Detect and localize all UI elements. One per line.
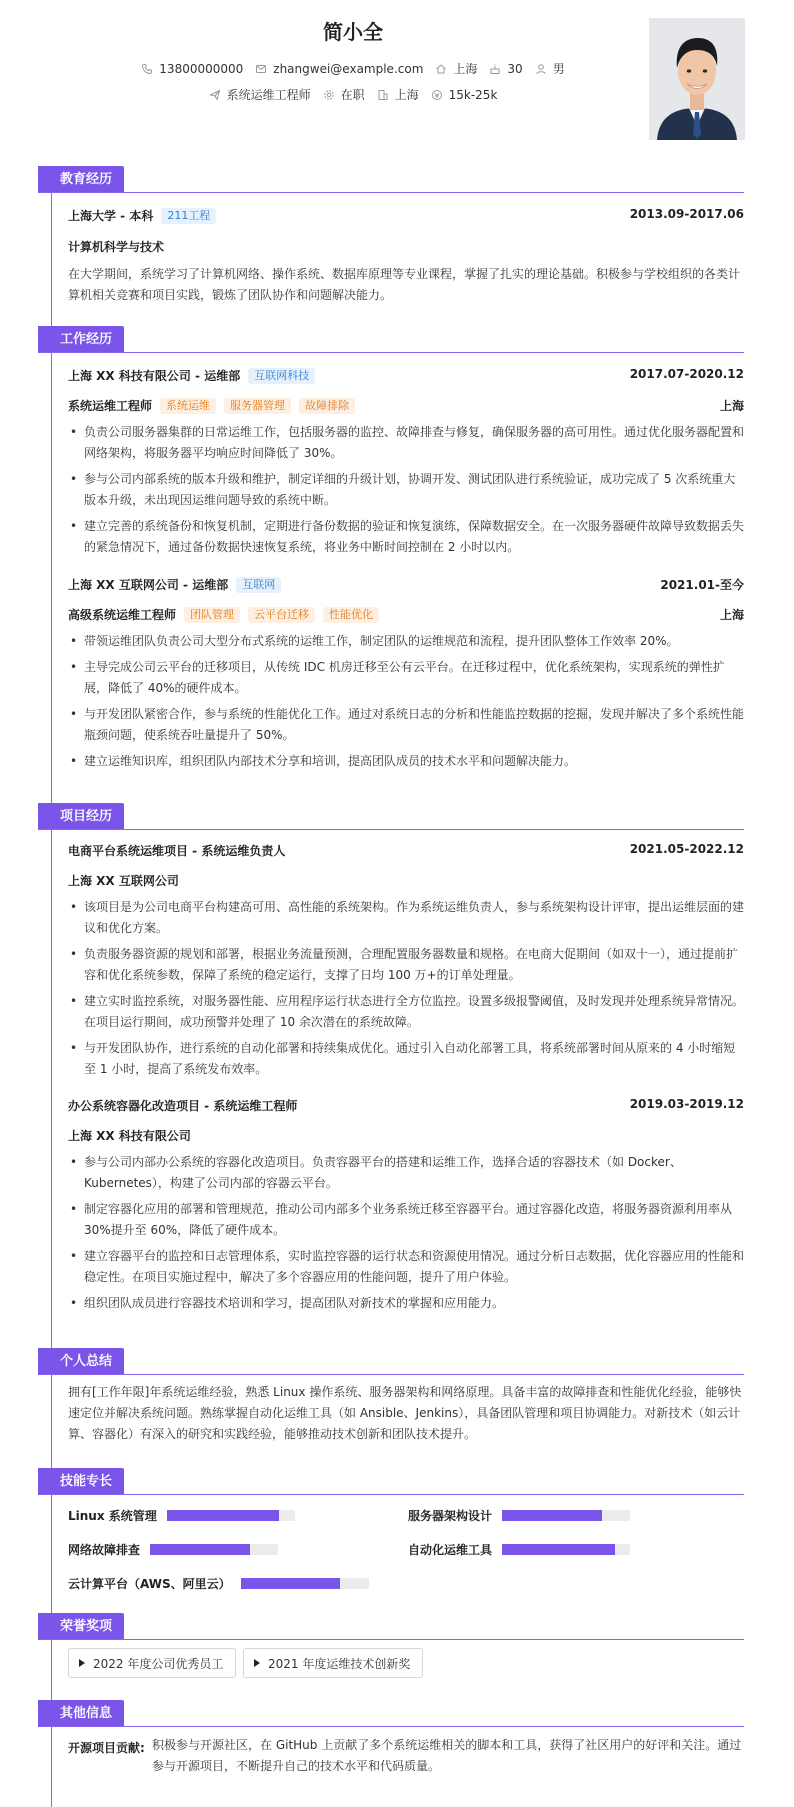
location-item [435, 60, 477, 77]
list-item: • 与开发团队紧密合作，参与系统的性能优化工作。通过对系统日志的分析和性能监控数据的挖掘，发现并解决了多个系统性能瓶颈问题，使系统吞吐量提升了 50%。 [68, 704, 744, 746]
awards-section [38, 1613, 744, 1671]
list-item: • 参与公司内部办公系统的容器化改造项目。负责容器平台的搭建和运维工作，选择合适的容器技术（如 Docker、Kubernetes），构建了公司内部的容器云平台。 [68, 1152, 744, 1194]
work-1-company: 上海 XX 科技有限公司 - 运维部 [68, 369, 241, 383]
project-1-name: 电商平台系统运维项目 - 系统运维负责人 [68, 844, 286, 858]
work-section [38, 326, 745, 768]
major-name: 计算机科学与技术 [68, 240, 165, 254]
skill-name: Linux 系统管理 [68, 1509, 157, 1523]
coin-icon [431, 89, 443, 101]
work-1-date: 2017.07-2020.12 [629, 367, 744, 381]
award-text: 2021 年度运维技术创新奖 [268, 1656, 411, 1671]
work-1-skill-tag: 系统运维 [160, 398, 216, 414]
education-description: 在大学期间，系统学习了计算机网络、操作系统、数据库原理等专业课程，掌握了扎实的理论基础。积极参与学校组织的各类计算机相关竞赛和项目实践，锻炼了团队协作和问题解决能力。 [68, 267, 741, 302]
home-icon [435, 63, 447, 75]
work-1-city: 上海 [719, 399, 744, 413]
section-divider [38, 1639, 744, 1640]
salary-text: 15k-25k [448, 87, 498, 102]
position-text: 系统运维工程师 [226, 88, 311, 102]
skill-bar-fill [502, 1510, 602, 1521]
gender-text: 男 [552, 62, 565, 76]
list-item: • 与开发团队协作，进行系统的自动化部署和持续集成优化。通过引入自动化部署工具，将系统部署时间从原来的 4 小时缩短至 1 小时，提高了系统发布效率。 [68, 1038, 744, 1080]
skill-bar [241, 1578, 369, 1589]
status-item [323, 86, 365, 103]
avatar-photo [649, 18, 745, 140]
section-divider [38, 1374, 744, 1375]
location-text: 上海 [453, 62, 478, 76]
project-2-name: 办公系统容器化改造项目 - 系统运维工程师 [68, 1099, 298, 1113]
project-1-bullets [68, 897, 744, 1085]
skill-name: 云计算平台（AWS、阿里云） [68, 1577, 231, 1591]
projects-title: 项目经历 [38, 803, 124, 830]
list-item: • 建立完善的系统备份和恢复机制，定期进行备份数据的验证和恢复演练，保障数据安全。在一次服务器硬件故障导致数据丢失的紧急情况下，通过备份数据快速恢复系统，将业务中断时间控制在 2 小时以内。 [68, 516, 744, 558]
work-2-company: 上海 XX 互联网公司 - 运维部 [68, 578, 229, 592]
list-item: • 负责服务器资源的规划和部署，根据业务流量预测，合理配置服务器数量和规格。在电商大促期间（如双十一），通过提前扩容和优化系统参数，保障了系统的稳定运行，支撑了日均 100 万+的订单处理量。 [68, 944, 744, 986]
status-text: 在职 [340, 88, 365, 102]
list-item: • 该项目是为公司电商平台构建高可用、高性能的系统架构。作为系统运维负责人，参与系统架构设计评审，提出运维层面的建议和优化方案。 [68, 897, 744, 939]
work-2-skill-tag: 云平台迁移 [248, 607, 315, 623]
skill-name: 网络故障排查 [68, 1543, 141, 1557]
city-item [377, 86, 419, 103]
work-1-skill-tag: 服务器管理 [224, 398, 291, 414]
work-1-bullets [68, 422, 744, 563]
work-1-title: 系统运维工程师 [68, 399, 153, 413]
candidate-name: 简小全 [323, 20, 383, 44]
position-item [209, 86, 311, 103]
work-2-skill-tag: 团队管理 [184, 607, 240, 623]
summary-section [38, 1348, 744, 1441]
summary-title: 个人总结 [38, 1348, 124, 1375]
play-icon [79, 1659, 85, 1667]
skills-section [38, 1468, 744, 1591]
age-item [489, 62, 522, 76]
skill-bar-fill [150, 1544, 250, 1555]
list-item: • 建立实时监控系统，对服务器性能、应用程序运行状态进行全方位监控。设置多级报警阈值，及时发现并处理系统异常情况。在项目运行期间，成功预警并处理了 10 余次潜在的系统故障。 [68, 991, 744, 1033]
phone-text: 13800000000 [159, 61, 244, 76]
email-icon [255, 63, 267, 75]
job-intent-row [0, 86, 706, 103]
list-item: • 组织团队成员进行容器技术培训和学习，提高团队对新技术的掌握和应用能力。 [68, 1293, 744, 1314]
skill-bar [502, 1510, 630, 1521]
cake-icon [489, 63, 501, 75]
skill-item [408, 1507, 630, 1524]
skill-bar-fill [502, 1544, 615, 1555]
email-text: zhangwei@example.com [273, 61, 424, 76]
other-section [38, 1700, 744, 1773]
timeline-line [51, 166, 52, 1807]
list-item: • 制定容器化应用的部署和管理规范，推动公司内部多个业务系统迁移至容器平台。通过容器化改造，将服务器资源利用率从 30%提升至 60%，降低了硬件成本。 [68, 1199, 744, 1241]
work-2-title: 高级系统运维工程师 [68, 608, 177, 622]
work-2-skill-tag: 性能优化 [323, 607, 379, 623]
school-name: 上海大学 - 本科 [68, 209, 154, 223]
project-1-date: 2021.05-2022.12 [629, 842, 744, 856]
section-divider [38, 1726, 744, 1727]
user-icon [535, 63, 547, 75]
contact-row [0, 60, 706, 77]
skill-name: 服务器架构设计 [408, 1509, 493, 1523]
salary-item [431, 88, 498, 102]
skill-item [68, 1507, 295, 1524]
work-2-city: 上海 [719, 608, 744, 622]
section-header [38, 166, 744, 193]
work-2-tag: 互联网 [236, 577, 281, 593]
list-item: • 主导完成公司云平台的迁移项目，从传统 IDC 机房迁移至公有云平台。在迁移过程中，优化系统架构，实现系统的弹性扩展，降低了 40%的硬件成本。 [68, 657, 744, 699]
school-tag: 211工程 [161, 208, 216, 224]
section-divider [38, 352, 744, 353]
education-date: 2013.09-2017.06 [629, 207, 744, 221]
skill-item [408, 1541, 630, 1558]
skill-bar-fill [241, 1578, 341, 1589]
award-item [68, 1648, 236, 1678]
skill-bar [502, 1544, 630, 1555]
education-title: 教育经历 [38, 166, 124, 193]
list-item: • 建立运维知识库，组织团队内部技术分享和培训，提高团队成员的技术水平和问题解决能力。 [68, 751, 744, 772]
education-section [38, 166, 744, 302]
city-text: 上海 [394, 88, 419, 102]
skills-title: 技能专长 [38, 1468, 124, 1495]
award-text: 2022 年度公司优秀员工 [93, 1656, 224, 1671]
summary-text: 拥有[工作年限]年系统运维经验，熟悉 Linux 操作系统、服务器架构和网络原理。具备丰富的故障排查和性能优化经验，能够快速定位并解决系统问题。熟练掌握自动化运维工具（如 Ansible、Jenkins），具备团队管理和项目协调能力。对新技术（如云计算、容器化）有深入的研究和实践经验，能够推动技术创新和团队技术提升。 [68, 1385, 742, 1441]
list-item: • 参与公司内部系统的版本升级和维护，制定详细的升级计划，协调开发、测试团队进行系统验证，成功完成了 5 次系统重大版本升级，未出现因运维问题导致的系统中断。 [68, 469, 744, 511]
project-2-date: 2019.03-2019.12 [629, 1097, 744, 1111]
project-2-bullets [68, 1152, 744, 1319]
list-item: • 带领运维团队负责公司大型分布式系统的运维工作，制定团队的运维规范和流程，提升团队整体工作效率 20%。 [68, 631, 744, 652]
work-1-tag: 互联网科技 [248, 368, 315, 384]
section-divider [38, 1494, 744, 1495]
section-divider [38, 829, 744, 830]
skill-item [68, 1575, 369, 1592]
awards-title: 荣誉奖项 [38, 1613, 124, 1640]
projects-section [38, 803, 745, 1310]
skill-bar [150, 1544, 278, 1555]
email-item [255, 62, 423, 76]
project-1-company: 上海 XX 互联网公司 [68, 874, 179, 888]
list-item: • 建立容器平台的监控和日志管理体系，实时监控容器的运行状态和资源使用情况。通过分析日志数据，优化容器应用的性能和稳定性。在项目实施过程中，解决了多个容器应用的性能问题，提升了用户体验。 [68, 1246, 744, 1288]
work-2-bullets [68, 631, 744, 777]
skill-item [68, 1541, 278, 1558]
skill-bar-fill [167, 1510, 280, 1521]
section-divider [38, 192, 744, 193]
skill-bar [167, 1510, 295, 1521]
send-icon [209, 89, 221, 101]
skill-name: 自动化运维工具 [408, 1543, 493, 1557]
list-item: • 负责公司服务器集群的日常运维工作，包括服务器的监控、故障排查与修复，确保服务器的高可用性。通过优化服务器配置和网络架构，将服务器平均响应时间降低了 30%。 [68, 422, 744, 464]
gear-icon [323, 89, 335, 101]
phone-item [141, 62, 243, 76]
project-2-company: 上海 XX 科技有限公司 [68, 1129, 191, 1143]
work-1-skill-tag: 故障排除 [299, 398, 355, 414]
work-2-date: 2021.01-至今 [660, 578, 744, 592]
work-title: 工作经历 [38, 326, 124, 353]
play-icon [254, 1659, 260, 1667]
award-item [243, 1648, 423, 1678]
age-text: 30 [507, 61, 523, 76]
other-title: 其他信息 [38, 1700, 124, 1727]
other-label: 开源项目贡献: [68, 1741, 145, 1755]
building-icon [377, 89, 389, 101]
gender-item [535, 60, 565, 77]
other-text: 积极参与开源社区，在 GitHub 上贡献了多个系统运维相关的脚本和工具，获得了社区用户的好评和关注。通过参与开源项目，不断提升自己的技术水平和代码质量。 [152, 1738, 742, 1773]
phone-icon [141, 63, 153, 75]
